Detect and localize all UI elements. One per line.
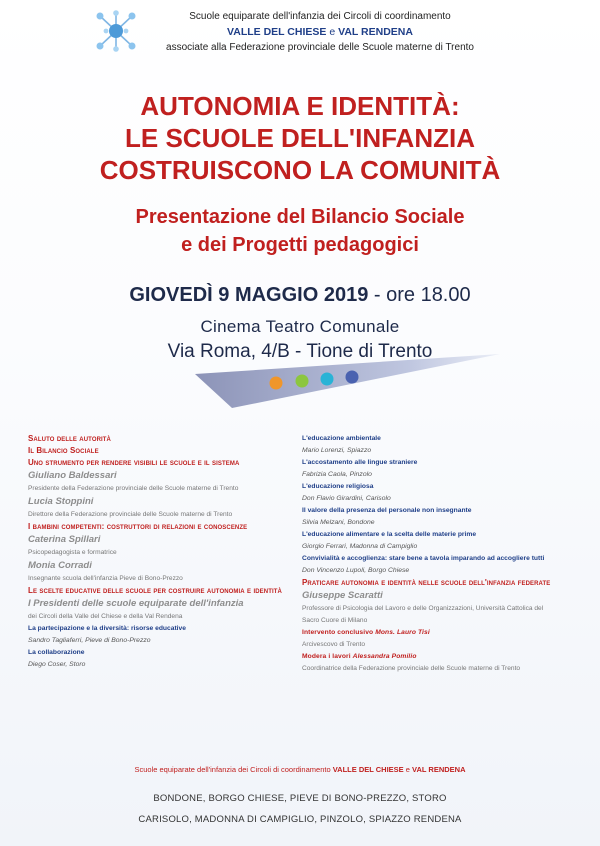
header-conjunction: e: [329, 26, 336, 38]
program-bilancio: Il Bilancio Sociale: [28, 446, 99, 455]
program-praticare: Praticare autonomia e identità nelle scuole dell'infanzia federate: [302, 578, 551, 587]
speaker-stoppini: Lucia Stoppini: [28, 496, 94, 507]
speaker-presidenti: I Presidenti delle scuole equiparate dell'infanzia: [28, 598, 244, 609]
title-line-1: AUTONOMIA E IDENTITÀ:: [140, 91, 460, 121]
program-intervento: [302, 627, 600, 639]
event-date-line: [0, 284, 600, 307]
title-line-2: LE SCUOLE DELL'INFANZIA: [125, 123, 475, 153]
topic-lingue: L'accostamento alle lingue straniere: [302, 459, 418, 466]
program-modera: [302, 651, 600, 663]
program-bambini: I bambini competenti: costruttori di relazioni e conoscenze: [28, 522, 248, 531]
header-val-rendena: VAL RENDENA: [338, 26, 413, 38]
speaker-tisi: Mons. Lauro Tisi: [375, 629, 430, 636]
event-venue: Cinema Teatro Comunale: [200, 317, 400, 336]
speaker-spillari: Caterina Spillari: [28, 534, 101, 545]
speaker-pomilio-role: Coordinatrice della Federazione provinciale delle Scuole materne di Trento: [302, 665, 521, 672]
speaker-tisi-role: Arcivescovo di Trento: [302, 641, 366, 648]
decorative-wedge: [0, 350, 600, 410]
program-right-column: [302, 433, 600, 675]
topic-collaborazione: La collaborazione: [28, 649, 85, 656]
footer-val-rendena: VAL RENDENA: [412, 765, 466, 774]
subtitle-line-2: e dei Progetti pedagogici: [181, 234, 419, 256]
footer-conjunction: e: [403, 765, 413, 774]
header-line-3: associate alla Federazione provinciale delle Scuole materne di Trento: [166, 42, 474, 53]
speaker-pomilio: Alessandra Pomilio: [352, 653, 417, 660]
blue-dot: [346, 371, 359, 384]
green-dot: [296, 375, 309, 388]
program-saluto: Saluto delle autorità: [28, 434, 111, 443]
header-valle-del-chiese: VALLE DEL CHIESE: [227, 26, 327, 38]
topic-partecipazione: La partecipazione e la diversità: risorse educative: [28, 625, 186, 632]
speaker-presidenti-role: dei Circoli della Valle del Chiese e della Val Rendena: [28, 613, 183, 620]
footer-valle-del-chiese: VALLE DEL CHIESE: [332, 765, 404, 774]
speaker-coser: Diego Coser, Storo: [28, 661, 86, 668]
program-strumento: Uno strumento per rendere visibili le scuole e il sistema: [28, 458, 240, 467]
title-line-3: COSTRUISCONO LA COMUNITÀ: [99, 155, 501, 185]
header-line-1: Scuole equiparate dell'infanzia dei Circoli di coordinamento: [189, 11, 451, 22]
footer-schools-line: [0, 765, 600, 774]
speaker-baldessari-role: Presidente della Federazione provinciale delle Scuole materne di Trento: [28, 485, 239, 492]
speaker-lupoli: Don Vincenzo Lupoli, Borgo Chiese: [302, 567, 410, 574]
speaker-melzani: Silvia Melzani, Bondone: [302, 519, 375, 526]
event-time: - ore 18.00: [368, 284, 471, 306]
event-address: Via Roma, 4/B - Tione di Trento: [167, 341, 433, 362]
speaker-lorenzi: Mario Lorenzi, Spiazzo: [302, 447, 372, 454]
speaker-corradi-role: Insegnante scuola dell'infanzia Pieve di Bono-Prezzo: [28, 575, 183, 582]
speaker-scaratti-role-1: Professore di Psicologia del Lavoro e delle Organizzazioni, Università Cattolica del: [302, 605, 544, 612]
footer-towns-2: CARISOLO, MADONNA DI CAMPIGLIO, PINZOLO, SPIAZZO RENDENA: [138, 814, 462, 825]
program-scelte: Le scelte educative delle scuole per costruire autonomia e identità: [28, 586, 282, 595]
footer-schools-text: Scuole equiparate dell'infanzia dei Circoli di coordinamento: [134, 765, 333, 774]
orange-dot: [270, 377, 283, 390]
cyan-dot: [321, 373, 334, 386]
topic-ambientale: L'educazione ambientale: [302, 435, 381, 442]
footer-towns-1: BONDONE, BORGO CHIESE, PIEVE DI BONO-PREZZO, STORO: [153, 793, 447, 804]
speaker-corradi: Monia Corradi: [28, 560, 92, 571]
speaker-caola: Fabrizia Caola, Pinzolo: [302, 471, 372, 478]
topic-valore: Il valore della presenza del personale non insegnante: [302, 507, 472, 514]
header-line-2: [130, 26, 510, 38]
speaker-baldessari: Giuliano Baldessari: [28, 470, 117, 481]
speaker-tagliaferri: Sandro Tagliaferri, Pieve di Bono-Prezzo: [28, 637, 151, 644]
speaker-scaratti-role-2: Sacro Cuore di Milano: [302, 617, 368, 624]
speaker-ferrari: Giorgio Ferrari, Madonna di Campiglio: [302, 543, 418, 550]
speaker-spillari-role: Psicopedagogista e formatrice: [28, 549, 117, 556]
topic-alimentare: L'educazione alimentare e la scelta delle materie prime: [302, 531, 477, 538]
speaker-scaratti: Giuseppe Scaratti: [302, 590, 383, 601]
subtitle-line-1: Presentazione del Bilancio Sociale: [135, 206, 465, 228]
topic-convivialita: Convivialità e accoglienza: stare bene a tavola imparando ad accogliere tutti: [302, 555, 545, 562]
program-intervento-label: Intervento conclusivo: [302, 629, 374, 636]
event-date: GIOVEDÌ 9 MAGGIO 2019: [129, 284, 369, 306]
speaker-stoppini-role: Direttore della Federazione provinciale delle Scuole materne di Trento: [28, 511, 233, 518]
program-left-column: [28, 433, 328, 671]
speaker-girardini: Don Flavio Girardini, Carisolo: [302, 495, 391, 502]
topic-religiosa: L'educazione religiosa: [302, 483, 374, 490]
program-modera-label: Modera i lavori: [302, 653, 351, 660]
